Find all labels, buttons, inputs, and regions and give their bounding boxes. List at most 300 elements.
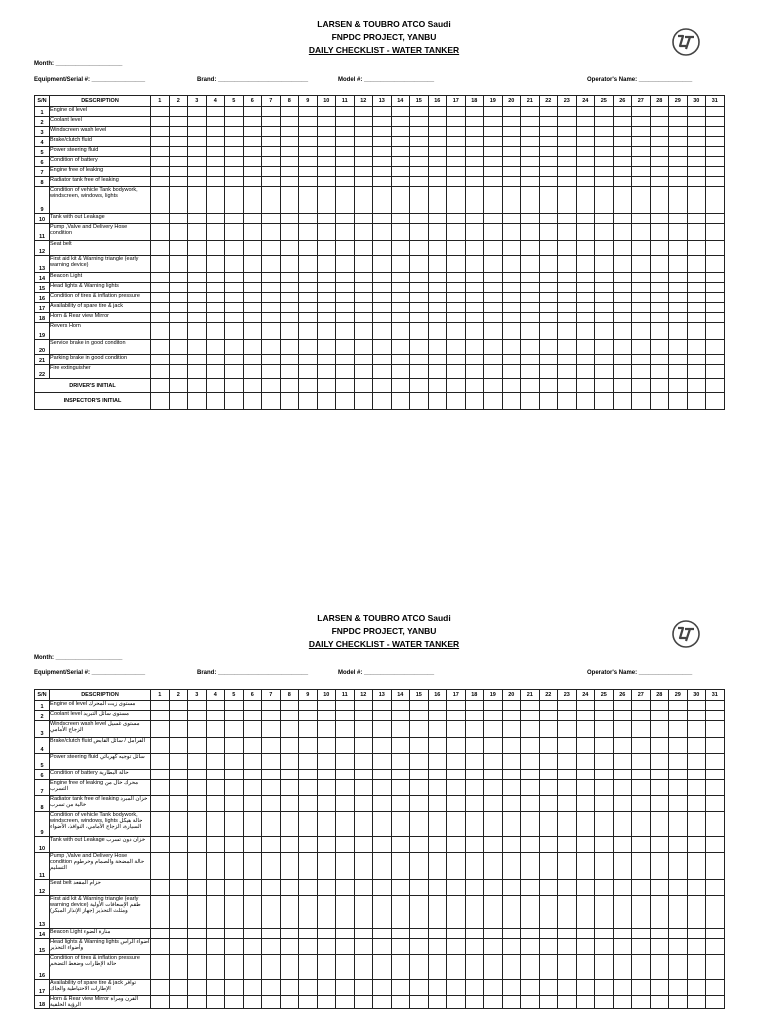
day-check-cell[interactable] xyxy=(354,273,373,283)
day-check-cell[interactable] xyxy=(206,147,225,157)
day-check-cell[interactable] xyxy=(428,147,447,157)
day-check-cell[interactable] xyxy=(354,996,373,1009)
day-check-cell[interactable] xyxy=(447,996,466,1009)
day-check-cell[interactable] xyxy=(669,365,688,379)
day-check-cell[interactable] xyxy=(336,939,355,955)
day-check-cell[interactable] xyxy=(354,770,373,780)
day-check-cell[interactable] xyxy=(687,137,706,147)
day-check-cell[interactable] xyxy=(576,241,595,256)
initial-cell[interactable] xyxy=(558,379,577,393)
day-check-cell[interactable] xyxy=(447,167,466,177)
day-check-cell[interactable] xyxy=(576,980,595,996)
day-check-cell[interactable] xyxy=(706,256,725,273)
day-check-cell[interactable] xyxy=(206,812,225,837)
day-check-cell[interactable] xyxy=(484,224,503,241)
day-check-cell[interactable] xyxy=(262,283,281,293)
day-check-cell[interactable] xyxy=(632,896,651,929)
day-check-cell[interactable] xyxy=(521,796,540,812)
day-check-cell[interactable] xyxy=(317,187,336,214)
day-check-cell[interactable] xyxy=(243,256,262,273)
day-check-cell[interactable] xyxy=(225,853,244,880)
day-check-cell[interactable] xyxy=(706,837,725,853)
day-check-cell[interactable] xyxy=(632,137,651,147)
day-check-cell[interactable] xyxy=(373,157,392,167)
day-check-cell[interactable] xyxy=(632,187,651,214)
day-check-cell[interactable] xyxy=(262,323,281,340)
day-check-cell[interactable] xyxy=(299,711,318,721)
day-check-cell[interactable] xyxy=(169,711,188,721)
day-check-cell[interactable] xyxy=(558,365,577,379)
day-check-cell[interactable] xyxy=(447,896,466,929)
day-check-cell[interactable] xyxy=(317,939,336,955)
day-check-cell[interactable] xyxy=(354,107,373,117)
day-check-cell[interactable] xyxy=(706,738,725,754)
day-check-cell[interactable] xyxy=(447,939,466,955)
day-check-cell[interactable] xyxy=(484,303,503,313)
day-check-cell[interactable] xyxy=(595,137,614,147)
day-check-cell[interactable] xyxy=(225,313,244,323)
day-check-cell[interactable] xyxy=(521,955,540,980)
day-check-cell[interactable] xyxy=(410,340,429,355)
day-check-cell[interactable] xyxy=(188,303,207,313)
day-check-cell[interactable] xyxy=(465,796,484,812)
day-check-cell[interactable] xyxy=(373,996,392,1009)
day-check-cell[interactable] xyxy=(428,996,447,1009)
day-check-cell[interactable] xyxy=(465,711,484,721)
day-check-cell[interactable] xyxy=(410,323,429,340)
day-check-cell[interactable] xyxy=(484,721,503,738)
day-check-cell[interactable] xyxy=(391,738,410,754)
day-check-cell[interactable] xyxy=(243,955,262,980)
day-check-cell[interactable] xyxy=(484,273,503,283)
day-check-cell[interactable] xyxy=(595,241,614,256)
day-check-cell[interactable] xyxy=(206,770,225,780)
day-check-cell[interactable] xyxy=(650,780,669,796)
day-check-cell[interactable] xyxy=(521,167,540,177)
day-check-cell[interactable] xyxy=(521,996,540,1009)
day-check-cell[interactable] xyxy=(262,896,281,929)
day-check-cell[interactable] xyxy=(169,187,188,214)
day-check-cell[interactable] xyxy=(280,107,299,117)
day-check-cell[interactable] xyxy=(465,293,484,303)
initial-cell[interactable] xyxy=(484,379,503,393)
day-check-cell[interactable] xyxy=(410,117,429,127)
day-check-cell[interactable] xyxy=(336,853,355,880)
day-check-cell[interactable] xyxy=(169,313,188,323)
day-check-cell[interactable] xyxy=(169,796,188,812)
day-check-cell[interactable] xyxy=(669,355,688,365)
day-check-cell[interactable] xyxy=(595,340,614,355)
day-check-cell[interactable] xyxy=(539,754,558,770)
day-check-cell[interactable] xyxy=(262,754,281,770)
day-check-cell[interactable] xyxy=(669,214,688,224)
day-check-cell[interactable] xyxy=(632,340,651,355)
day-check-cell[interactable] xyxy=(447,701,466,711)
day-check-cell[interactable] xyxy=(169,721,188,738)
day-check-cell[interactable] xyxy=(299,837,318,853)
day-check-cell[interactable] xyxy=(539,177,558,187)
day-check-cell[interactable] xyxy=(576,214,595,224)
day-check-cell[interactable] xyxy=(299,303,318,313)
day-check-cell[interactable] xyxy=(225,293,244,303)
day-check-cell[interactable] xyxy=(336,157,355,167)
initial-cell[interactable] xyxy=(613,379,632,393)
day-check-cell[interactable] xyxy=(410,754,429,770)
day-check-cell[interactable] xyxy=(502,323,521,340)
day-check-cell[interactable] xyxy=(613,147,632,157)
day-check-cell[interactable] xyxy=(206,214,225,224)
day-check-cell[interactable] xyxy=(243,754,262,770)
day-check-cell[interactable] xyxy=(706,313,725,323)
day-check-cell[interactable] xyxy=(151,256,170,273)
day-check-cell[interactable] xyxy=(576,323,595,340)
day-check-cell[interactable] xyxy=(669,323,688,340)
day-check-cell[interactable] xyxy=(484,157,503,167)
day-check-cell[interactable] xyxy=(243,147,262,157)
day-check-cell[interactable] xyxy=(650,796,669,812)
day-check-cell[interactable] xyxy=(188,355,207,365)
day-check-cell[interactable] xyxy=(354,224,373,241)
day-check-cell[interactable] xyxy=(539,117,558,127)
day-check-cell[interactable] xyxy=(521,738,540,754)
day-check-cell[interactable] xyxy=(280,241,299,256)
day-check-cell[interactable] xyxy=(428,137,447,147)
day-check-cell[interactable] xyxy=(465,224,484,241)
day-check-cell[interactable] xyxy=(706,273,725,283)
day-check-cell[interactable] xyxy=(225,980,244,996)
day-check-cell[interactable] xyxy=(391,214,410,224)
day-check-cell[interactable] xyxy=(169,117,188,127)
day-check-cell[interactable] xyxy=(650,701,669,711)
day-check-cell[interactable] xyxy=(354,929,373,939)
day-check-cell[interactable] xyxy=(317,256,336,273)
day-check-cell[interactable] xyxy=(317,147,336,157)
day-check-cell[interactable] xyxy=(262,137,281,147)
day-check-cell[interactable] xyxy=(410,127,429,137)
day-check-cell[interactable] xyxy=(280,996,299,1009)
day-check-cell[interactable] xyxy=(613,770,632,780)
day-check-cell[interactable] xyxy=(706,812,725,837)
day-check-cell[interactable] xyxy=(539,241,558,256)
day-check-cell[interactable] xyxy=(336,754,355,770)
day-check-cell[interactable] xyxy=(243,157,262,167)
day-check-cell[interactable] xyxy=(502,929,521,939)
day-check-cell[interactable] xyxy=(299,256,318,273)
day-check-cell[interactable] xyxy=(632,256,651,273)
day-check-cell[interactable] xyxy=(169,147,188,157)
day-check-cell[interactable] xyxy=(650,365,669,379)
day-check-cell[interactable] xyxy=(151,880,170,896)
day-check-cell[interactable] xyxy=(632,167,651,177)
day-check-cell[interactable] xyxy=(373,117,392,127)
day-check-cell[interactable] xyxy=(650,303,669,313)
day-check-cell[interactable] xyxy=(613,754,632,770)
day-check-cell[interactable] xyxy=(669,177,688,187)
day-check-cell[interactable] xyxy=(262,107,281,117)
day-check-cell[interactable] xyxy=(188,365,207,379)
day-check-cell[interactable] xyxy=(576,127,595,137)
day-check-cell[interactable] xyxy=(410,241,429,256)
day-check-cell[interactable] xyxy=(262,340,281,355)
day-check-cell[interactable] xyxy=(447,711,466,721)
day-check-cell[interactable] xyxy=(650,939,669,955)
day-check-cell[interactable] xyxy=(354,137,373,147)
day-check-cell[interactable] xyxy=(317,117,336,127)
day-check-cell[interactable] xyxy=(188,701,207,711)
day-check-cell[interactable] xyxy=(317,340,336,355)
day-check-cell[interactable] xyxy=(447,796,466,812)
day-check-cell[interactable] xyxy=(484,283,503,293)
day-check-cell[interactable] xyxy=(206,256,225,273)
day-check-cell[interactable] xyxy=(613,738,632,754)
day-check-cell[interactable] xyxy=(262,939,281,955)
day-check-cell[interactable] xyxy=(317,323,336,340)
day-check-cell[interactable] xyxy=(280,313,299,323)
day-check-cell[interactable] xyxy=(391,880,410,896)
day-check-cell[interactable] xyxy=(687,812,706,837)
initial-cell[interactable] xyxy=(206,379,225,393)
day-check-cell[interactable] xyxy=(706,137,725,147)
day-check-cell[interactable] xyxy=(632,837,651,853)
day-check-cell[interactable] xyxy=(650,355,669,365)
day-check-cell[interactable] xyxy=(336,812,355,837)
day-check-cell[interactable] xyxy=(687,107,706,117)
day-check-cell[interactable] xyxy=(669,293,688,303)
day-check-cell[interactable] xyxy=(595,780,614,796)
day-check-cell[interactable] xyxy=(169,955,188,980)
day-check-cell[interactable] xyxy=(373,780,392,796)
day-check-cell[interactable] xyxy=(465,177,484,187)
day-check-cell[interactable] xyxy=(502,896,521,929)
day-check-cell[interactable] xyxy=(188,721,207,738)
day-check-cell[interactable] xyxy=(410,812,429,837)
initial-cell[interactable] xyxy=(188,393,207,410)
day-check-cell[interactable] xyxy=(262,770,281,780)
month-field[interactable]: Month: ____________________ xyxy=(34,61,123,67)
day-check-cell[interactable] xyxy=(558,293,577,303)
day-check-cell[interactable] xyxy=(410,365,429,379)
day-check-cell[interactable] xyxy=(262,980,281,996)
day-check-cell[interactable] xyxy=(428,738,447,754)
day-check-cell[interactable] xyxy=(465,147,484,157)
day-check-cell[interactable] xyxy=(169,853,188,880)
day-check-cell[interactable] xyxy=(354,117,373,127)
day-check-cell[interactable] xyxy=(243,323,262,340)
day-check-cell[interactable] xyxy=(595,323,614,340)
day-check-cell[interactable] xyxy=(502,147,521,157)
day-check-cell[interactable] xyxy=(650,273,669,283)
day-check-cell[interactable] xyxy=(188,896,207,929)
day-check-cell[interactable] xyxy=(650,157,669,167)
initial-cell[interactable] xyxy=(391,379,410,393)
day-check-cell[interactable] xyxy=(151,313,170,323)
initial-cell[interactable] xyxy=(502,393,521,410)
initial-cell[interactable] xyxy=(206,393,225,410)
day-check-cell[interactable] xyxy=(576,107,595,117)
day-check-cell[interactable] xyxy=(354,955,373,980)
day-check-cell[interactable] xyxy=(206,313,225,323)
initial-cell[interactable] xyxy=(521,393,540,410)
day-check-cell[interactable] xyxy=(521,313,540,323)
day-check-cell[interactable] xyxy=(299,117,318,127)
day-check-cell[interactable] xyxy=(428,214,447,224)
day-check-cell[interactable] xyxy=(428,157,447,167)
initial-cell[interactable] xyxy=(521,379,540,393)
day-check-cell[interactable] xyxy=(410,853,429,880)
day-check-cell[interactable] xyxy=(706,721,725,738)
day-check-cell[interactable] xyxy=(354,241,373,256)
day-check-cell[interactable] xyxy=(188,157,207,167)
day-check-cell[interactable] xyxy=(317,812,336,837)
day-check-cell[interactable] xyxy=(595,177,614,187)
day-check-cell[interactable] xyxy=(632,929,651,939)
initial-cell[interactable] xyxy=(428,379,447,393)
day-check-cell[interactable] xyxy=(206,996,225,1009)
day-check-cell[interactable] xyxy=(280,754,299,770)
day-check-cell[interactable] xyxy=(687,167,706,177)
day-check-cell[interactable] xyxy=(354,701,373,711)
day-check-cell[interactable] xyxy=(706,157,725,167)
day-check-cell[interactable] xyxy=(391,770,410,780)
day-check-cell[interactable] xyxy=(299,177,318,187)
day-check-cell[interactable] xyxy=(336,167,355,177)
initial-cell[interactable] xyxy=(558,393,577,410)
day-check-cell[interactable] xyxy=(262,711,281,721)
day-check-cell[interactable] xyxy=(391,812,410,837)
day-check-cell[interactable] xyxy=(280,701,299,711)
day-check-cell[interactable] xyxy=(151,711,170,721)
initial-cell[interactable] xyxy=(502,379,521,393)
day-check-cell[interactable] xyxy=(447,853,466,880)
day-check-cell[interactable] xyxy=(391,137,410,147)
day-check-cell[interactable] xyxy=(410,770,429,780)
day-check-cell[interactable] xyxy=(151,929,170,939)
day-check-cell[interactable] xyxy=(521,980,540,996)
day-check-cell[interactable] xyxy=(521,147,540,157)
day-check-cell[interactable] xyxy=(687,701,706,711)
day-check-cell[interactable] xyxy=(484,955,503,980)
day-check-cell[interactable] xyxy=(410,273,429,283)
day-check-cell[interactable] xyxy=(558,896,577,929)
initial-cell[interactable] xyxy=(169,379,188,393)
day-check-cell[interactable] xyxy=(484,929,503,939)
day-check-cell[interactable] xyxy=(632,955,651,980)
day-check-cell[interactable] xyxy=(169,340,188,355)
day-check-cell[interactable] xyxy=(391,837,410,853)
day-check-cell[interactable] xyxy=(539,137,558,147)
day-check-cell[interactable] xyxy=(151,980,170,996)
day-check-cell[interactable] xyxy=(484,880,503,896)
day-check-cell[interactable] xyxy=(280,365,299,379)
day-check-cell[interactable] xyxy=(428,303,447,313)
day-check-cell[interactable] xyxy=(188,293,207,303)
day-check-cell[interactable] xyxy=(428,187,447,214)
day-check-cell[interactable] xyxy=(447,177,466,187)
day-check-cell[interactable] xyxy=(558,355,577,365)
day-check-cell[interactable] xyxy=(225,107,244,117)
day-check-cell[interactable] xyxy=(151,157,170,167)
day-check-cell[interactable] xyxy=(428,107,447,117)
day-check-cell[interactable] xyxy=(373,241,392,256)
day-check-cell[interactable] xyxy=(632,157,651,167)
day-check-cell[interactable] xyxy=(151,127,170,137)
day-check-cell[interactable] xyxy=(262,127,281,137)
day-check-cell[interactable] xyxy=(410,939,429,955)
day-check-cell[interactable] xyxy=(317,241,336,256)
day-check-cell[interactable] xyxy=(502,157,521,167)
day-check-cell[interactable] xyxy=(687,796,706,812)
day-check-cell[interactable] xyxy=(225,323,244,340)
day-check-cell[interactable] xyxy=(576,721,595,738)
day-check-cell[interactable] xyxy=(502,256,521,273)
day-check-cell[interactable] xyxy=(169,896,188,929)
day-check-cell[interactable] xyxy=(188,837,207,853)
day-check-cell[interactable] xyxy=(669,127,688,137)
day-check-cell[interactable] xyxy=(262,177,281,187)
day-check-cell[interactable] xyxy=(336,996,355,1009)
day-check-cell[interactable] xyxy=(687,929,706,939)
day-check-cell[interactable] xyxy=(243,313,262,323)
day-check-cell[interactable] xyxy=(188,996,207,1009)
day-check-cell[interactable] xyxy=(428,837,447,853)
day-check-cell[interactable] xyxy=(613,340,632,355)
day-check-cell[interactable] xyxy=(299,214,318,224)
day-check-cell[interactable] xyxy=(206,796,225,812)
day-check-cell[interactable] xyxy=(410,283,429,293)
day-check-cell[interactable] xyxy=(243,812,262,837)
day-check-cell[interactable] xyxy=(354,738,373,754)
day-check-cell[interactable] xyxy=(225,177,244,187)
day-check-cell[interactable] xyxy=(336,980,355,996)
day-check-cell[interactable] xyxy=(151,896,170,929)
day-check-cell[interactable] xyxy=(373,980,392,996)
day-check-cell[interactable] xyxy=(299,340,318,355)
day-check-cell[interactable] xyxy=(539,738,558,754)
day-check-cell[interactable] xyxy=(484,117,503,127)
day-check-cell[interactable] xyxy=(576,896,595,929)
day-check-cell[interactable] xyxy=(669,256,688,273)
day-check-cell[interactable] xyxy=(354,365,373,379)
day-check-cell[interactable] xyxy=(650,323,669,340)
day-check-cell[interactable] xyxy=(465,837,484,853)
day-check-cell[interactable] xyxy=(206,701,225,711)
day-check-cell[interactable] xyxy=(706,701,725,711)
day-check-cell[interactable] xyxy=(650,283,669,293)
day-check-cell[interactable] xyxy=(243,167,262,177)
day-check-cell[interactable] xyxy=(151,303,170,313)
day-check-cell[interactable] xyxy=(225,224,244,241)
day-check-cell[interactable] xyxy=(169,780,188,796)
day-check-cell[interactable] xyxy=(225,157,244,167)
day-check-cell[interactable] xyxy=(188,167,207,177)
day-check-cell[interactable] xyxy=(669,754,688,770)
day-check-cell[interactable] xyxy=(669,996,688,1009)
day-check-cell[interactable] xyxy=(595,929,614,939)
day-check-cell[interactable] xyxy=(521,701,540,711)
day-check-cell[interactable] xyxy=(410,313,429,323)
day-check-cell[interactable] xyxy=(391,127,410,137)
initial-cell[interactable] xyxy=(317,379,336,393)
day-check-cell[interactable] xyxy=(336,340,355,355)
day-check-cell[interactable] xyxy=(206,167,225,177)
day-check-cell[interactable] xyxy=(447,303,466,313)
day-check-cell[interactable] xyxy=(280,187,299,214)
day-check-cell[interactable] xyxy=(206,117,225,127)
day-check-cell[interactable] xyxy=(243,283,262,293)
day-check-cell[interactable] xyxy=(706,711,725,721)
day-check-cell[interactable] xyxy=(410,701,429,711)
day-check-cell[interactable] xyxy=(225,256,244,273)
